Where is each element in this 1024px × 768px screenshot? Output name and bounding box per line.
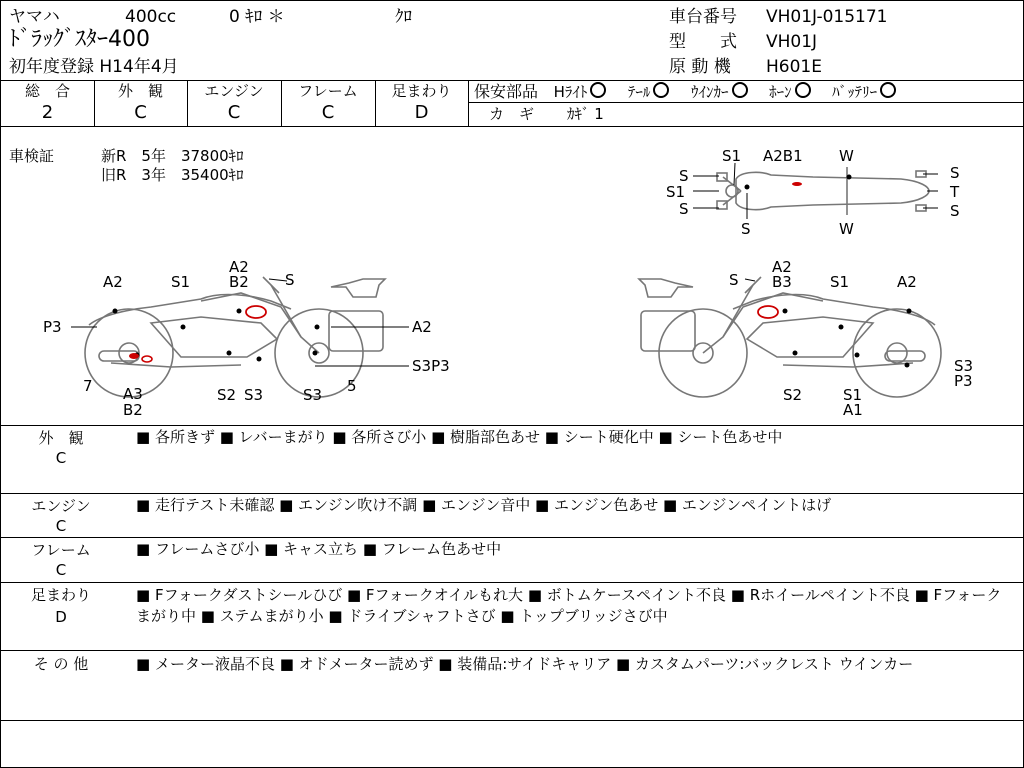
label: S2 [783,386,803,404]
safety-horn-label: ﾎｰﾝ [769,83,792,101]
safety-winker-label: ｳｲﾝｶｰ [691,83,729,101]
section-grade-suspension: D [55,608,67,626]
section-label-frame: フレーム [31,541,91,559]
label: S [679,167,689,185]
section-label-exterior: 外 観 [38,429,84,447]
frame-no-label: 車台番号 [669,7,737,27]
grade-title-suspension: 足まわり [391,82,452,100]
color: ｸﾛ [395,7,412,27]
label: S3 [303,386,323,404]
engine-value: H601E [766,57,822,77]
label: S [285,271,295,289]
safety-tail-label: ﾃｰﾙ [627,83,651,101]
safety-battery-label: ﾊﾞｯﾃﾘｰ [832,83,878,101]
safety-headlight-label: Hﾗｲﾄ [553,83,588,101]
label: A2B1 [763,147,803,165]
damage-mark [758,306,778,318]
label: W [839,220,854,238]
left-side-bike [71,277,409,397]
grade-title-frame: フレーム [298,82,358,100]
safety-label: 保安部品 [474,82,539,101]
mileage: 0 ｷﾛ ＊ [229,7,285,27]
damage-mark [246,306,266,318]
grade-suspension: D [414,102,429,123]
grade-title-overall: 総 合 [24,82,70,100]
damage-mark [792,182,802,186]
label: S [950,202,960,220]
label: A3 [123,385,143,403]
damage-mark [142,356,152,362]
section-label-suspension: 足まわり [30,586,91,604]
shaken-old: 旧R 3年 35400ｷﾛ [101,166,244,184]
divider [1,650,1023,651]
label: A2 [772,258,792,276]
type-value: VH01J [766,32,818,52]
label: S1 [666,183,686,201]
damage-diagram [1,127,1023,425]
grade-engine: C [227,102,241,123]
tail-ok-icon [653,82,669,98]
section-text-exterior: ■ 各所きず ■ レバーまがり ■ 各所さび小 ■ 樹脂部色あせ ■ シート硬化中 ■ シート色あせ中 [136,428,783,446]
label: B2 [123,401,143,419]
label: A2 [897,273,917,291]
label: P3 [43,318,62,336]
grade-exterior: C [134,102,147,123]
displacement: 400cc [125,7,177,27]
headlight-ok-icon [590,82,606,98]
divider [469,102,1023,103]
section-text-frame: ■ フレームさび小 ■ キャス立ち ■ フレーム色あせ中 [136,540,502,558]
top-view-bike [693,163,938,219]
grade-overall: 2 [41,102,54,123]
first-registration: 初年度登録 H14年4月 [9,57,179,77]
maker: ヤマハ [9,7,60,27]
divider [1,493,1023,494]
grade-frame: C [321,102,335,123]
label: A2 [229,258,249,276]
label: A2 [103,273,123,291]
key-label: カ ギ [489,105,535,123]
section-grade-engine: C [55,517,67,535]
label: S1 [171,273,191,291]
label: T [950,183,960,201]
label: B2 [229,273,249,291]
divider [1,720,1023,721]
grade-title-exterior: 外 観 [117,82,163,100]
section-label-engine: エンジン [31,497,91,515]
label: 7 [83,377,93,395]
label: W [839,147,854,165]
shaken-new: 新R 5年 37800ｷﾛ [101,147,244,165]
label: A1 [843,401,863,419]
label: S3P3 [412,357,450,375]
label: P3 [954,372,973,390]
label: A2 [412,318,432,336]
divider [468,80,469,126]
label: S [741,220,751,238]
divider [1,582,1023,583]
label: S [679,200,689,218]
section-text-suspension: ■ Fフォークダストシールひび ■ Fフォークオイルもれ大 ■ ボトムケースペイント不良 ■ Rホイールペイント不良 ■ Fフォークまがり中 ■ ステムまがり小 ■ ドライブシャフトさび ■ トップブリッジさび中 [136,586,1002,625]
battery-ok-icon [880,82,896,98]
damage-mark [129,353,139,359]
safety-parts [474,82,896,102]
label: S3 [954,357,974,375]
section-text-other: ■ メーター液晶不良 ■ オドメーター読めず ■ 装備品:サイドキャリア ■ カスタムパーツ:バックレスト ウインカー [136,655,914,673]
shaken-label: 車検証 [9,147,55,165]
label: S1 [830,273,850,291]
label: 5 [347,377,357,395]
label: S3 [244,386,264,404]
label: S2 [217,386,237,404]
label: S [950,164,960,182]
section-text-engine: ■ 走行テスト未確認 ■ エンジン吹け不調 ■ エンジン音中 ■ エンジン色あせ ■ エンジンペイントはげ [136,496,832,514]
label: S1 [722,147,742,165]
model-name: ﾄﾞﾗｯｸﾞｽﾀｰ400 [9,27,150,52]
section-grade-exterior: C [55,449,67,467]
right-side-bike [639,277,941,397]
frame-no: VH01J-015171 [766,7,888,27]
grade-title-engine: エンジン [204,82,264,100]
type-label: 型 式 [669,32,737,52]
horn-ok-icon [795,82,811,98]
engine-label: 原 動 機 [669,57,731,77]
section-grade-frame: C [55,561,67,579]
label: B3 [772,273,792,291]
divider [1,425,1023,426]
label: S1 [843,386,863,404]
winker-ok-icon [732,82,748,98]
section-label-other: そ の 他 [33,655,89,673]
divider [1,537,1023,538]
label: S [729,271,739,289]
key-value: ｶｷﾞ 1 [567,105,604,123]
